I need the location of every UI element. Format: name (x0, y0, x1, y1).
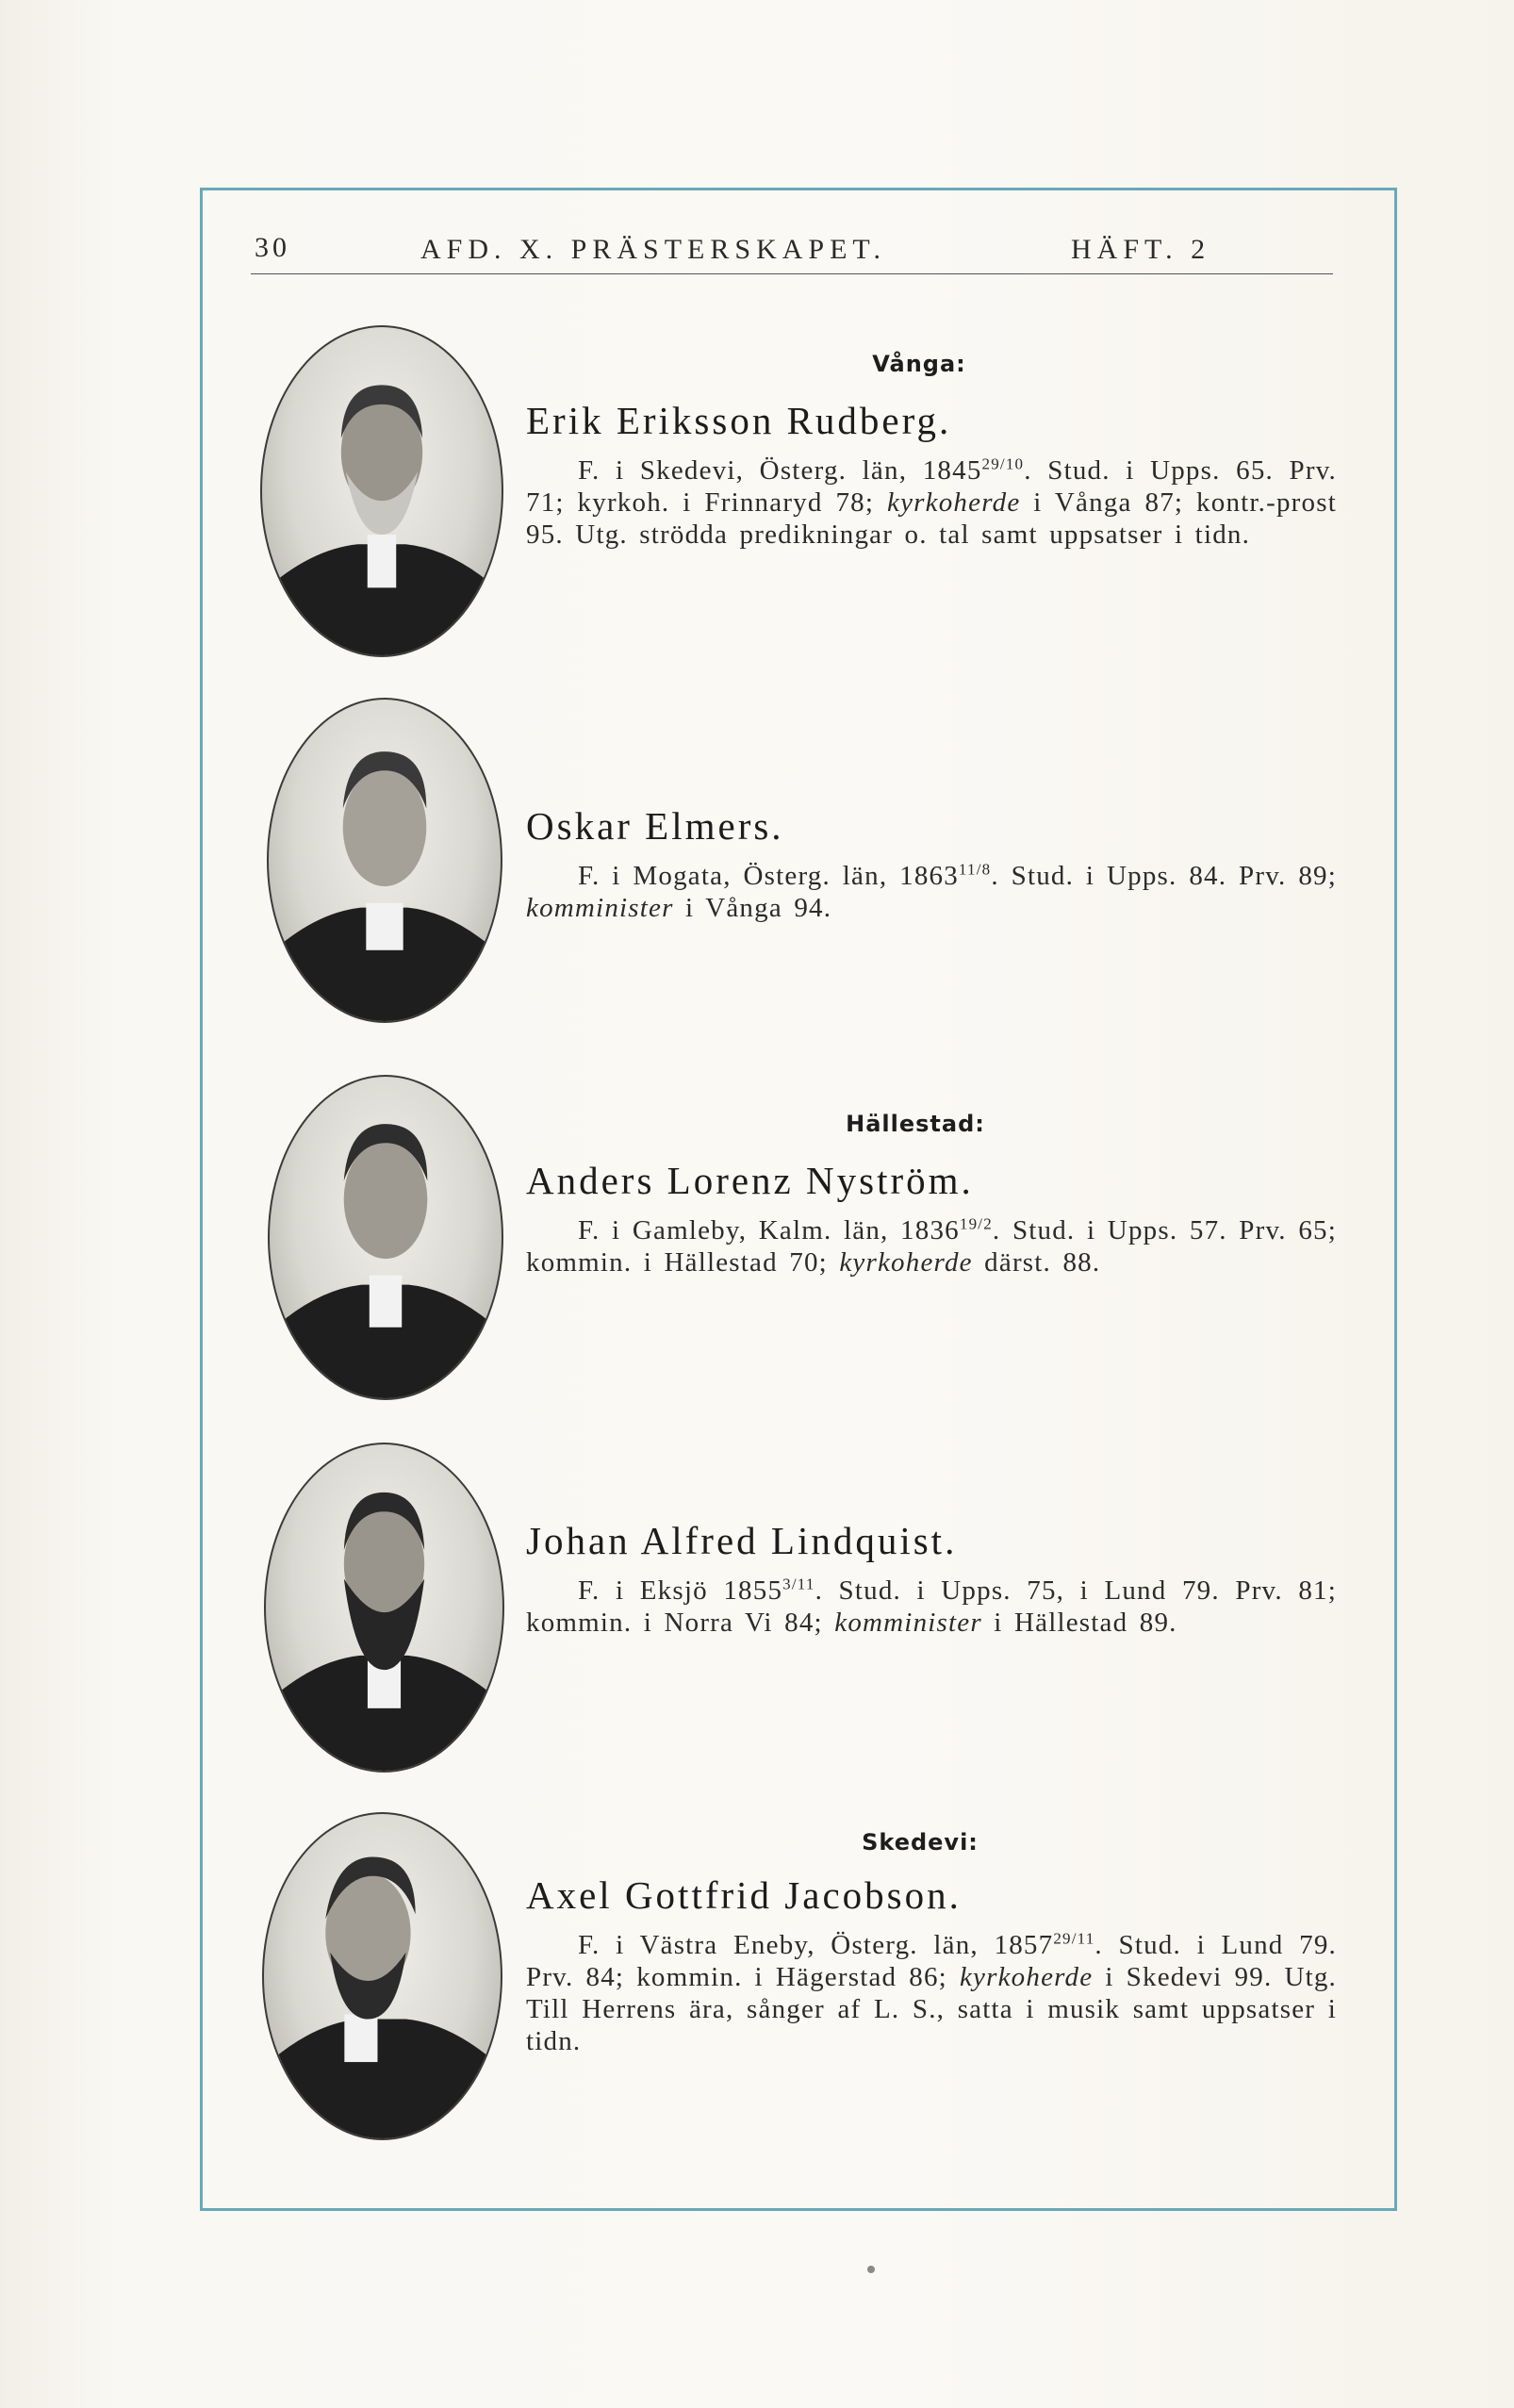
bio-text: . Stud. i Lund 79. Prv. 84; kommin. i Hägerstad 86; (526, 1930, 1337, 1992)
bio-title: kyrkoherde (839, 1247, 973, 1278)
entry-lindquist (526, 1518, 1337, 1639)
portrait-jacobson (262, 1812, 502, 2140)
bio-title: kyrkoherde (959, 1962, 1094, 1992)
bio-title: komminister (834, 1608, 982, 1638)
birth-date: 29/10 (981, 454, 1025, 473)
bio-text: i Vånga 87; kontr.-prost 95. Utg. strödda predikningar o. tal samt uppsatser i tidn. (526, 487, 1337, 550)
entry-biography (526, 1929, 1337, 2057)
bio-text: i Vånga 94. (673, 893, 832, 923)
portrait-elmers (267, 698, 502, 1023)
bio-text: F. i Eksjö 1855 (578, 1575, 783, 1606)
bio-title: komminister (526, 893, 674, 923)
running-head (251, 226, 1333, 274)
bio-text: . Stud. i Upps. 57. Prv. 65; kommin. i Hällestad 70; (526, 1215, 1337, 1278)
entry-name: Johan Alfred Lindquist. (526, 1519, 958, 1562)
bio-text: i Skedevi 99. Utg. Till Herrens ära, sånger af L. S., satta i musik samt uppsatser i tidn. (526, 1962, 1337, 2056)
bio-text: F. i Gamleby, Kalm. län, 1836 (578, 1215, 960, 1245)
bio-text: F. i Skedevi, Österg. län, 1845 (578, 455, 982, 486)
entry-name: Oskar Elmers. (526, 804, 784, 848)
parish-heading-skedevi: Skedevi: (862, 1829, 979, 1855)
entry-name: Axel Gottfrid Jacobson. (526, 1873, 962, 1917)
entry-biography (526, 860, 1337, 924)
portrait-lindquist (264, 1443, 504, 1773)
portrait-jacobson-image (264, 1814, 501, 2138)
bio-text: F. i Mogata, Österg. län, 1863 (578, 861, 959, 891)
portrait-elmers-image (269, 700, 501, 1021)
bio-text: . Stud. i Upps. 75, i Lund 79. Prv. 81; kommin. i Norra Vi 84; (526, 1575, 1337, 1638)
page-speck (867, 2266, 875, 2273)
parish-heading-vanga: Vånga: (872, 351, 966, 377)
bio-text: i Hällestad 89. (981, 1608, 1177, 1638)
birth-date: 19/2 (959, 1214, 993, 1233)
bio-text: F. i Västra Eneby, Österg. län, 1857 (578, 1930, 1054, 1960)
running-head-part: HÄFT. 2 (1071, 234, 1211, 265)
bio-title: kyrkoherde (887, 487, 1021, 518)
running-head-title: AFD. X. PRÄSTERSKAPET. (420, 234, 887, 265)
entry-rudberg (526, 398, 1337, 551)
bio-text: . Stud. i Upps. 65. Prv. 71; kyrkoh. i Frinnaryd 78; (526, 455, 1337, 518)
entry-biography (526, 454, 1337, 551)
portrait-rudberg-image (262, 327, 502, 655)
entry-name: Anders Lorenz Nyström. (526, 1159, 974, 1202)
bio-text: därst. 88. (972, 1247, 1101, 1278)
entry-elmers (526, 803, 1337, 924)
portrait-rudberg (260, 325, 503, 657)
entry-biography (526, 1214, 1337, 1278)
entry-name: Erik Eriksson Rudberg. (526, 399, 952, 442)
portrait-lindquist-image (266, 1444, 502, 1771)
entry-nystrom (526, 1158, 1337, 1278)
birth-date: 11/8 (958, 860, 992, 879)
portrait-nystrom-image (270, 1077, 502, 1398)
birth-date: 3/11 (782, 1575, 815, 1593)
page-number: 30 (255, 232, 290, 263)
birth-date: 29/11 (1053, 1929, 1095, 1948)
portrait-nystrom (268, 1075, 503, 1400)
bio-text: . Stud. i Upps. 84. Prv. 89; (991, 861, 1338, 891)
parish-heading-hallestad: Hällestad: (846, 1111, 985, 1137)
entry-jacobson (526, 1872, 1337, 2057)
entry-biography (526, 1575, 1337, 1639)
